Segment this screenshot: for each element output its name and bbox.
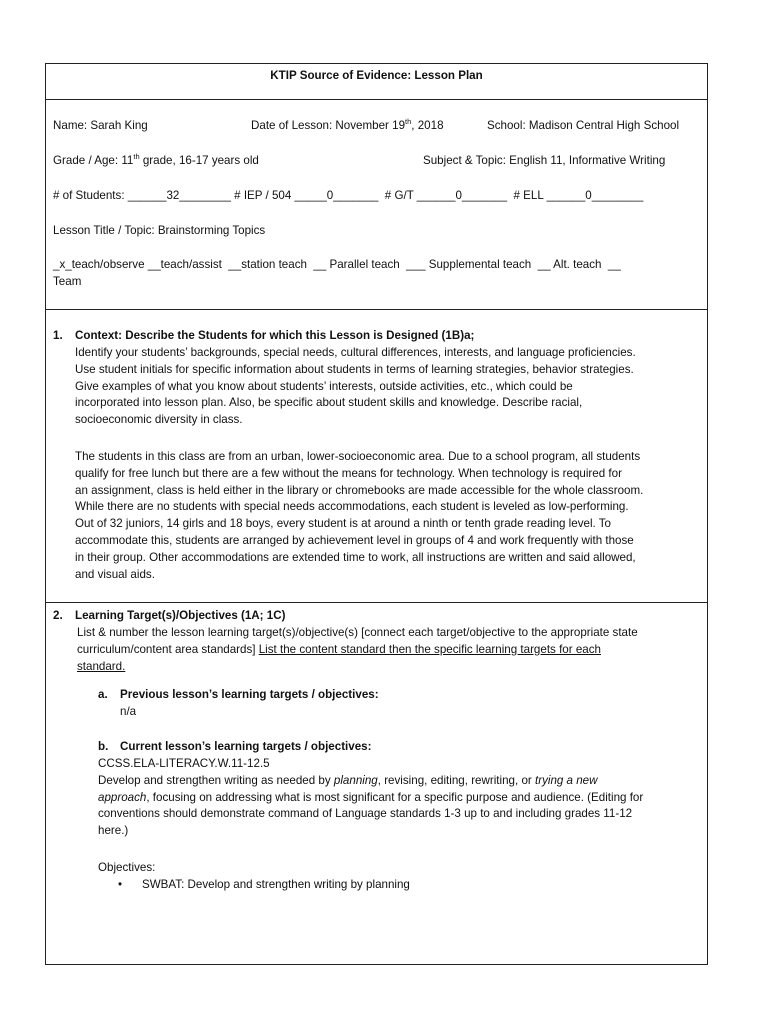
lesson-date-year: , 2018 xyxy=(411,119,444,132)
section1-response-line: While there are no students with special needs accommodations, each student is leveled as low-performing. xyxy=(75,500,629,514)
section2-heading: Learning Target(s)/Objectives (1A; 1C) xyxy=(75,609,286,622)
section1-response-line: Out of 32 juniors, 14 girls and 18 boys, every student is at around a ninth or tenth grade reading level. To xyxy=(75,517,612,531)
lesson-title-topic: Lesson Title / Topic: Brainstorming Topics xyxy=(53,224,266,237)
bullet-icon: • xyxy=(118,878,123,891)
title-divider xyxy=(46,99,707,100)
prev-objectives-heading: Previous lesson’s learning targets / objectives: xyxy=(120,688,379,701)
grade-age-text: Grade / Age: 11 xyxy=(53,154,134,167)
section1-prompt xyxy=(75,345,700,429)
curr-objectives-heading: Current lesson’s learning targets / objectives: xyxy=(120,740,372,753)
section2-number: 2. xyxy=(53,609,63,622)
section1-response-line: accommodate this, students are arranged by achievement level in groups of 4 and work frequently with those xyxy=(75,533,634,547)
document-title: KTIP Source of Evidence: Lesson Plan xyxy=(270,69,483,82)
standard-text: , focusing on addressing what is most significant for a specific purpose and audience. (Editing for xyxy=(146,790,644,804)
standard-italic: approach xyxy=(98,790,147,804)
section1-prompt-line: socioeconomic diversity in class. xyxy=(75,413,243,427)
school-name: School: Madison Central High School xyxy=(487,119,680,132)
section1-prompt-line: Use student initials for specific information about students in terms of learning strategies, behavior strategies. xyxy=(75,362,634,376)
standard-line4: here.) xyxy=(98,824,129,838)
section1-response xyxy=(75,449,700,583)
lesson-date-text: Date of Lesson: November 19 xyxy=(251,119,406,132)
lesson-plan-form xyxy=(45,63,708,965)
curr-objectives-label: b. xyxy=(98,740,109,753)
objective-item: SWBAT: Develop and strengthen writing by planning xyxy=(142,878,410,891)
subject-topic: Subject & Topic: English 11, Informative Writing xyxy=(423,154,666,167)
section1-heading: Context: Describe the Students for which this Lesson is Designed (1B)a; xyxy=(75,329,475,342)
section1-response-line: and visual aids. xyxy=(75,567,155,581)
teacher-name: Name: Sarah King xyxy=(53,119,148,132)
standard-italic: planning xyxy=(333,773,378,787)
grade-age-sup: th xyxy=(133,152,140,162)
standard-line2 xyxy=(98,790,704,807)
standard-text: Develop and strengthen writing as needed by xyxy=(98,773,334,787)
lesson-date xyxy=(251,118,444,135)
section1-response-line: in their group. Other accommodations are extended time to work, all instructions are written and said allowed, xyxy=(75,550,636,564)
section1-prompt-line: Give examples of what you know about students’ interests, outside activities, etc., which could be xyxy=(75,379,573,393)
section1-number: 1. xyxy=(53,329,63,342)
lesson-date-sup: th xyxy=(405,117,412,127)
standard-italic: trying a new xyxy=(534,773,598,787)
objectives-label: Objectives: xyxy=(98,861,156,874)
section2-prompt-line3: standard. xyxy=(77,659,126,673)
section2-prompt-underlined: List the content standard then the specific learning targets for each xyxy=(258,642,601,656)
section2-prompt-line2 xyxy=(77,642,705,659)
section2-prompt-line1: List & number the lesson learning target(s)/objective(s) [connect each target/objective to the appropriate state xyxy=(77,626,638,639)
section1-divider xyxy=(46,602,707,603)
section2-prompt-plain: curriculum/content area standards] xyxy=(77,642,259,656)
section1-prompt-line: incorporated into lesson plan. Also, be specific about student skills and knowledge. Describe racial, xyxy=(75,396,583,410)
section1-prompt-line: Identify your students’ backgrounds, special needs, cultural differences, interests, and language proficiencies. xyxy=(75,346,636,359)
info-divider xyxy=(46,309,707,310)
prev-objectives-label: a. xyxy=(98,688,108,701)
grade-age xyxy=(53,153,259,170)
section1-response-line: qualify for free lunch but there are a few without the means for technology. When technology is required for xyxy=(75,466,622,480)
grade-age-rest: grade, 16-17 years old xyxy=(139,154,259,167)
student-counts: # of Students: ______32________ # IEP / 504 _____0_______ # G/T ______0_______ # ELL ______0________ xyxy=(53,189,644,202)
standard-line3: conventions should demonstrate command of Language standards 1-3 up to and including grades 11-12 xyxy=(98,807,633,821)
standard-line1 xyxy=(98,773,704,790)
section1-response-line: an assignment, class is held either in the library or chromebooks are made accessible for the whole classroom. xyxy=(75,483,644,497)
section1-response-line: The students in this class are from an urban, lower-socioeconomic area. Due to a school program, all students xyxy=(75,450,641,463)
teaching-mode-line2: Team xyxy=(53,275,82,288)
standard-code: CCSS.ELA-LITERACY.W.11-12.5 xyxy=(98,757,270,770)
prev-objectives-value: n/a xyxy=(120,705,137,718)
standard-block xyxy=(98,756,704,840)
section2-prompt xyxy=(77,625,705,675)
standard-text: , revising, editing, rewriting, or xyxy=(377,773,535,787)
teaching-mode-line1: _x_teach/observe __teach/assist __station teach __ Parallel teach ___ Supplemental teach __ Alt. teach __ xyxy=(53,258,621,271)
